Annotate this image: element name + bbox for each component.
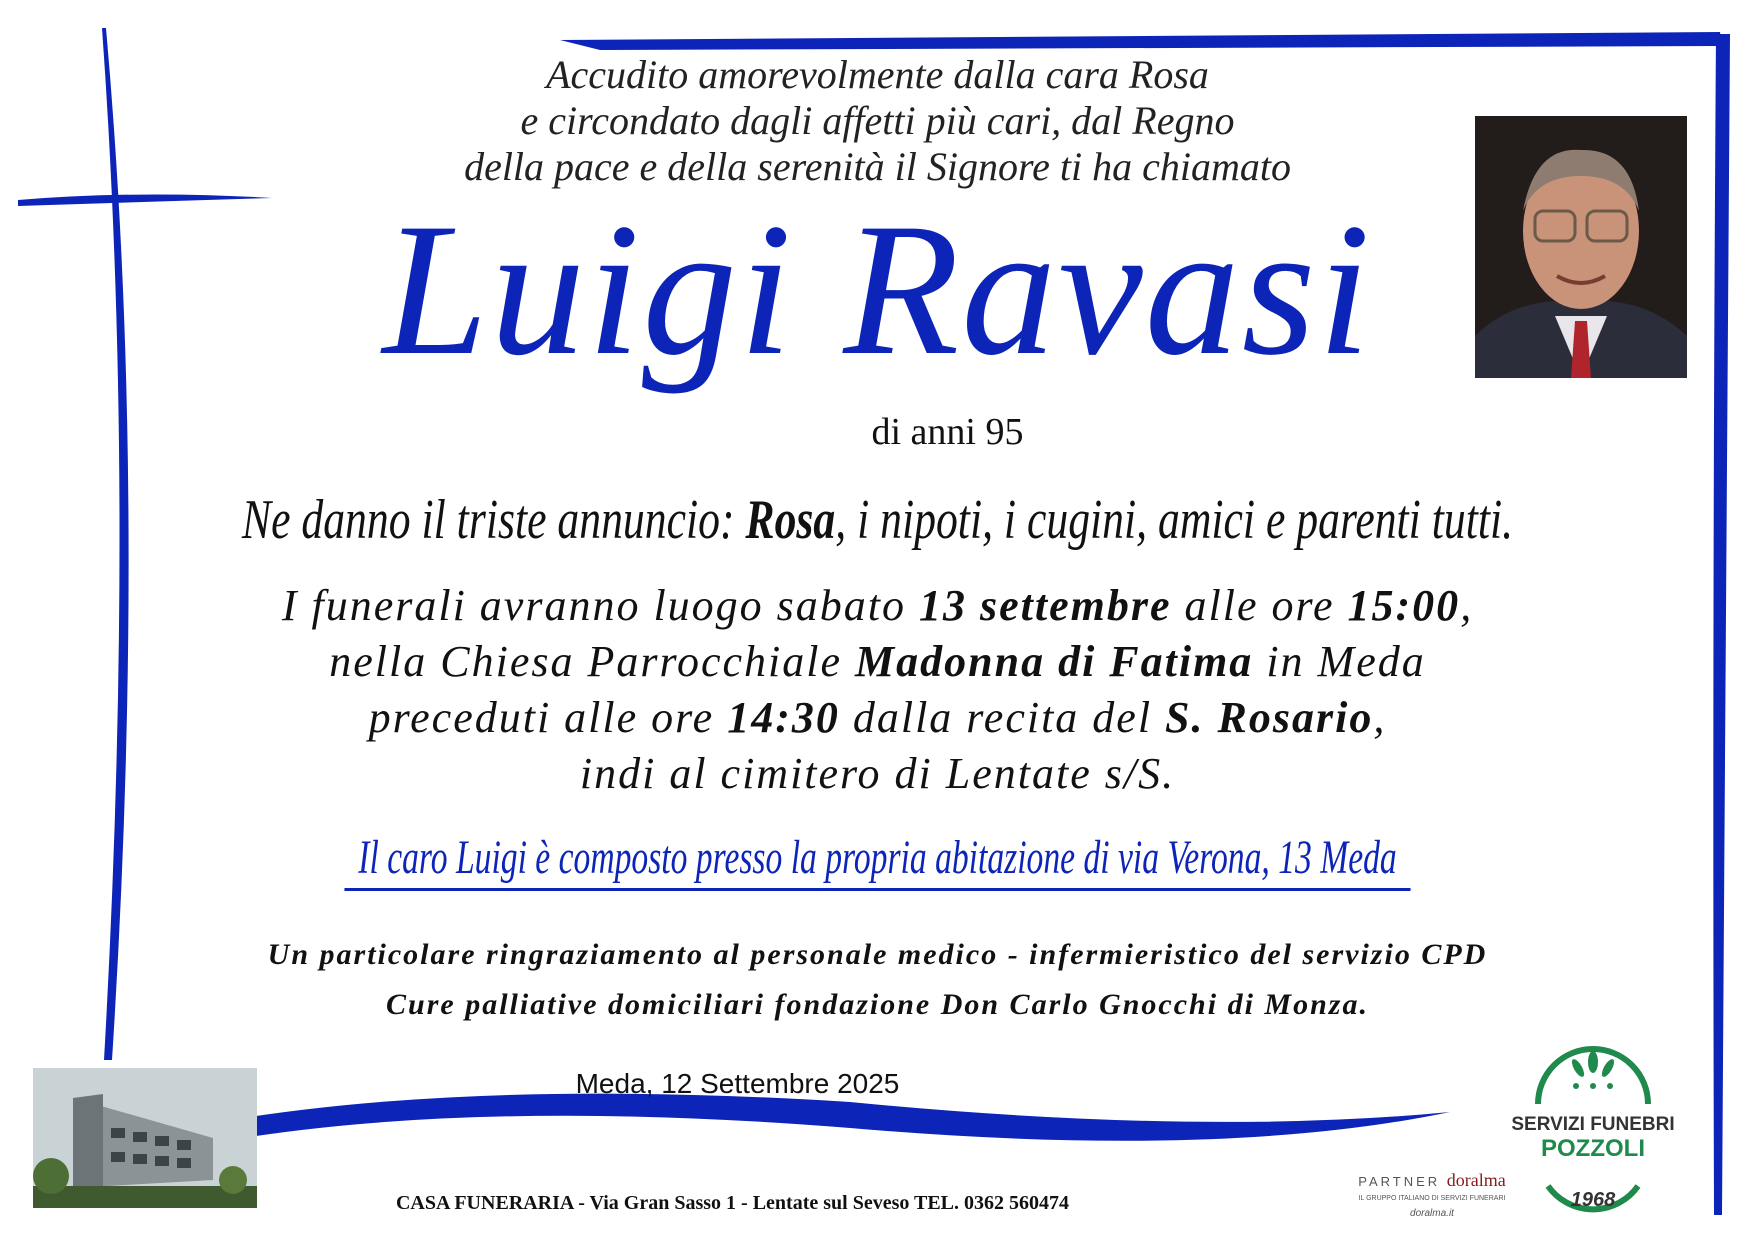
date-line: Meda, 12 Settembre 2025 — [575, 1068, 900, 1099]
intro-line-2: e circondato dagli affetti più cari, dal Regno — [520, 98, 1235, 143]
logo-line-2: POZZOLI — [1541, 1135, 1645, 1162]
partner-tagline: IL GRUPPO ITALIANO DI SERVIZI FUNERARI — [1358, 1195, 1506, 1202]
church-name: Madonna di Fatima — [855, 637, 1254, 686]
funeral-line-4: indi al cimitero di Lentate s/S. — [579, 749, 1176, 798]
announcement-name-rosa: Rosa — [745, 489, 836, 551]
portrait-photo — [1475, 116, 1687, 378]
rosary-time: 14:30 — [727, 693, 840, 742]
thanks-line-1: Un particolare ringraziamento al personale medico - infermieristico del servizio CPD — [267, 938, 1488, 971]
bottom-swoosh — [256, 1094, 1450, 1141]
intro-line-3: della pace e della serenità il Signore ti ha chiamato — [464, 144, 1291, 189]
doralma-brand: doralma — [1446, 1170, 1506, 1190]
announcement-line — [193, 488, 1562, 552]
frame-top-stroke — [560, 32, 1722, 50]
partner-label: PARTNER — [1358, 1174, 1441, 1189]
announcement-suffix: , i nipoti, i cugini, amici e parenti tutti. — [835, 489, 1514, 551]
announcement-prefix: Ne danno il triste annuncio: — [241, 489, 746, 551]
visitation-note: Il caro Luigi è composto presso la propria abitazione di via Verona, 13 Meda — [263, 830, 1492, 885]
partner-site: doralma.it — [1410, 1208, 1454, 1219]
funeral-line-1: I funerali avranno luogo sabato 13 settembre alle ore 15:00, — [281, 581, 1474, 630]
funeral-line-3: preceduti alle ore 14:30 dalla recita del S. Rosario, — [368, 693, 1387, 742]
logo-line-1: SERVIZI FUNEBRI — [1511, 1114, 1675, 1135]
funeral-date: 13 settembre — [919, 581, 1172, 630]
logo-year: 1968 — [1570, 1189, 1616, 1211]
thanks-line-2: Cure palliative domiciliari fondazione Don Carlo Gnocchi di Monza. — [386, 988, 1369, 1021]
deceased-age: di anni 95 — [871, 411, 1024, 453]
funeral-line-2: nella Chiesa Parrocchiale Madonna di Fatima in Meda — [329, 637, 1426, 686]
funeral-home-photo — [33, 1068, 257, 1208]
funeral-time: 15:00 — [1347, 581, 1461, 630]
intro-line-1: Accudito amorevolmente dalla cara Rosa — [546, 52, 1209, 97]
footer-address: CASA FUNERARIA - Via Gran Sasso 1 - Lentate sul Seveso TEL. 0362 560474 — [395, 1192, 1070, 1214]
rosary-label: S. Rosario — [1165, 693, 1374, 742]
deceased-name: Luigi Ravasi — [382, 185, 1373, 395]
pozzoli-logo — [1498, 1026, 1688, 1216]
